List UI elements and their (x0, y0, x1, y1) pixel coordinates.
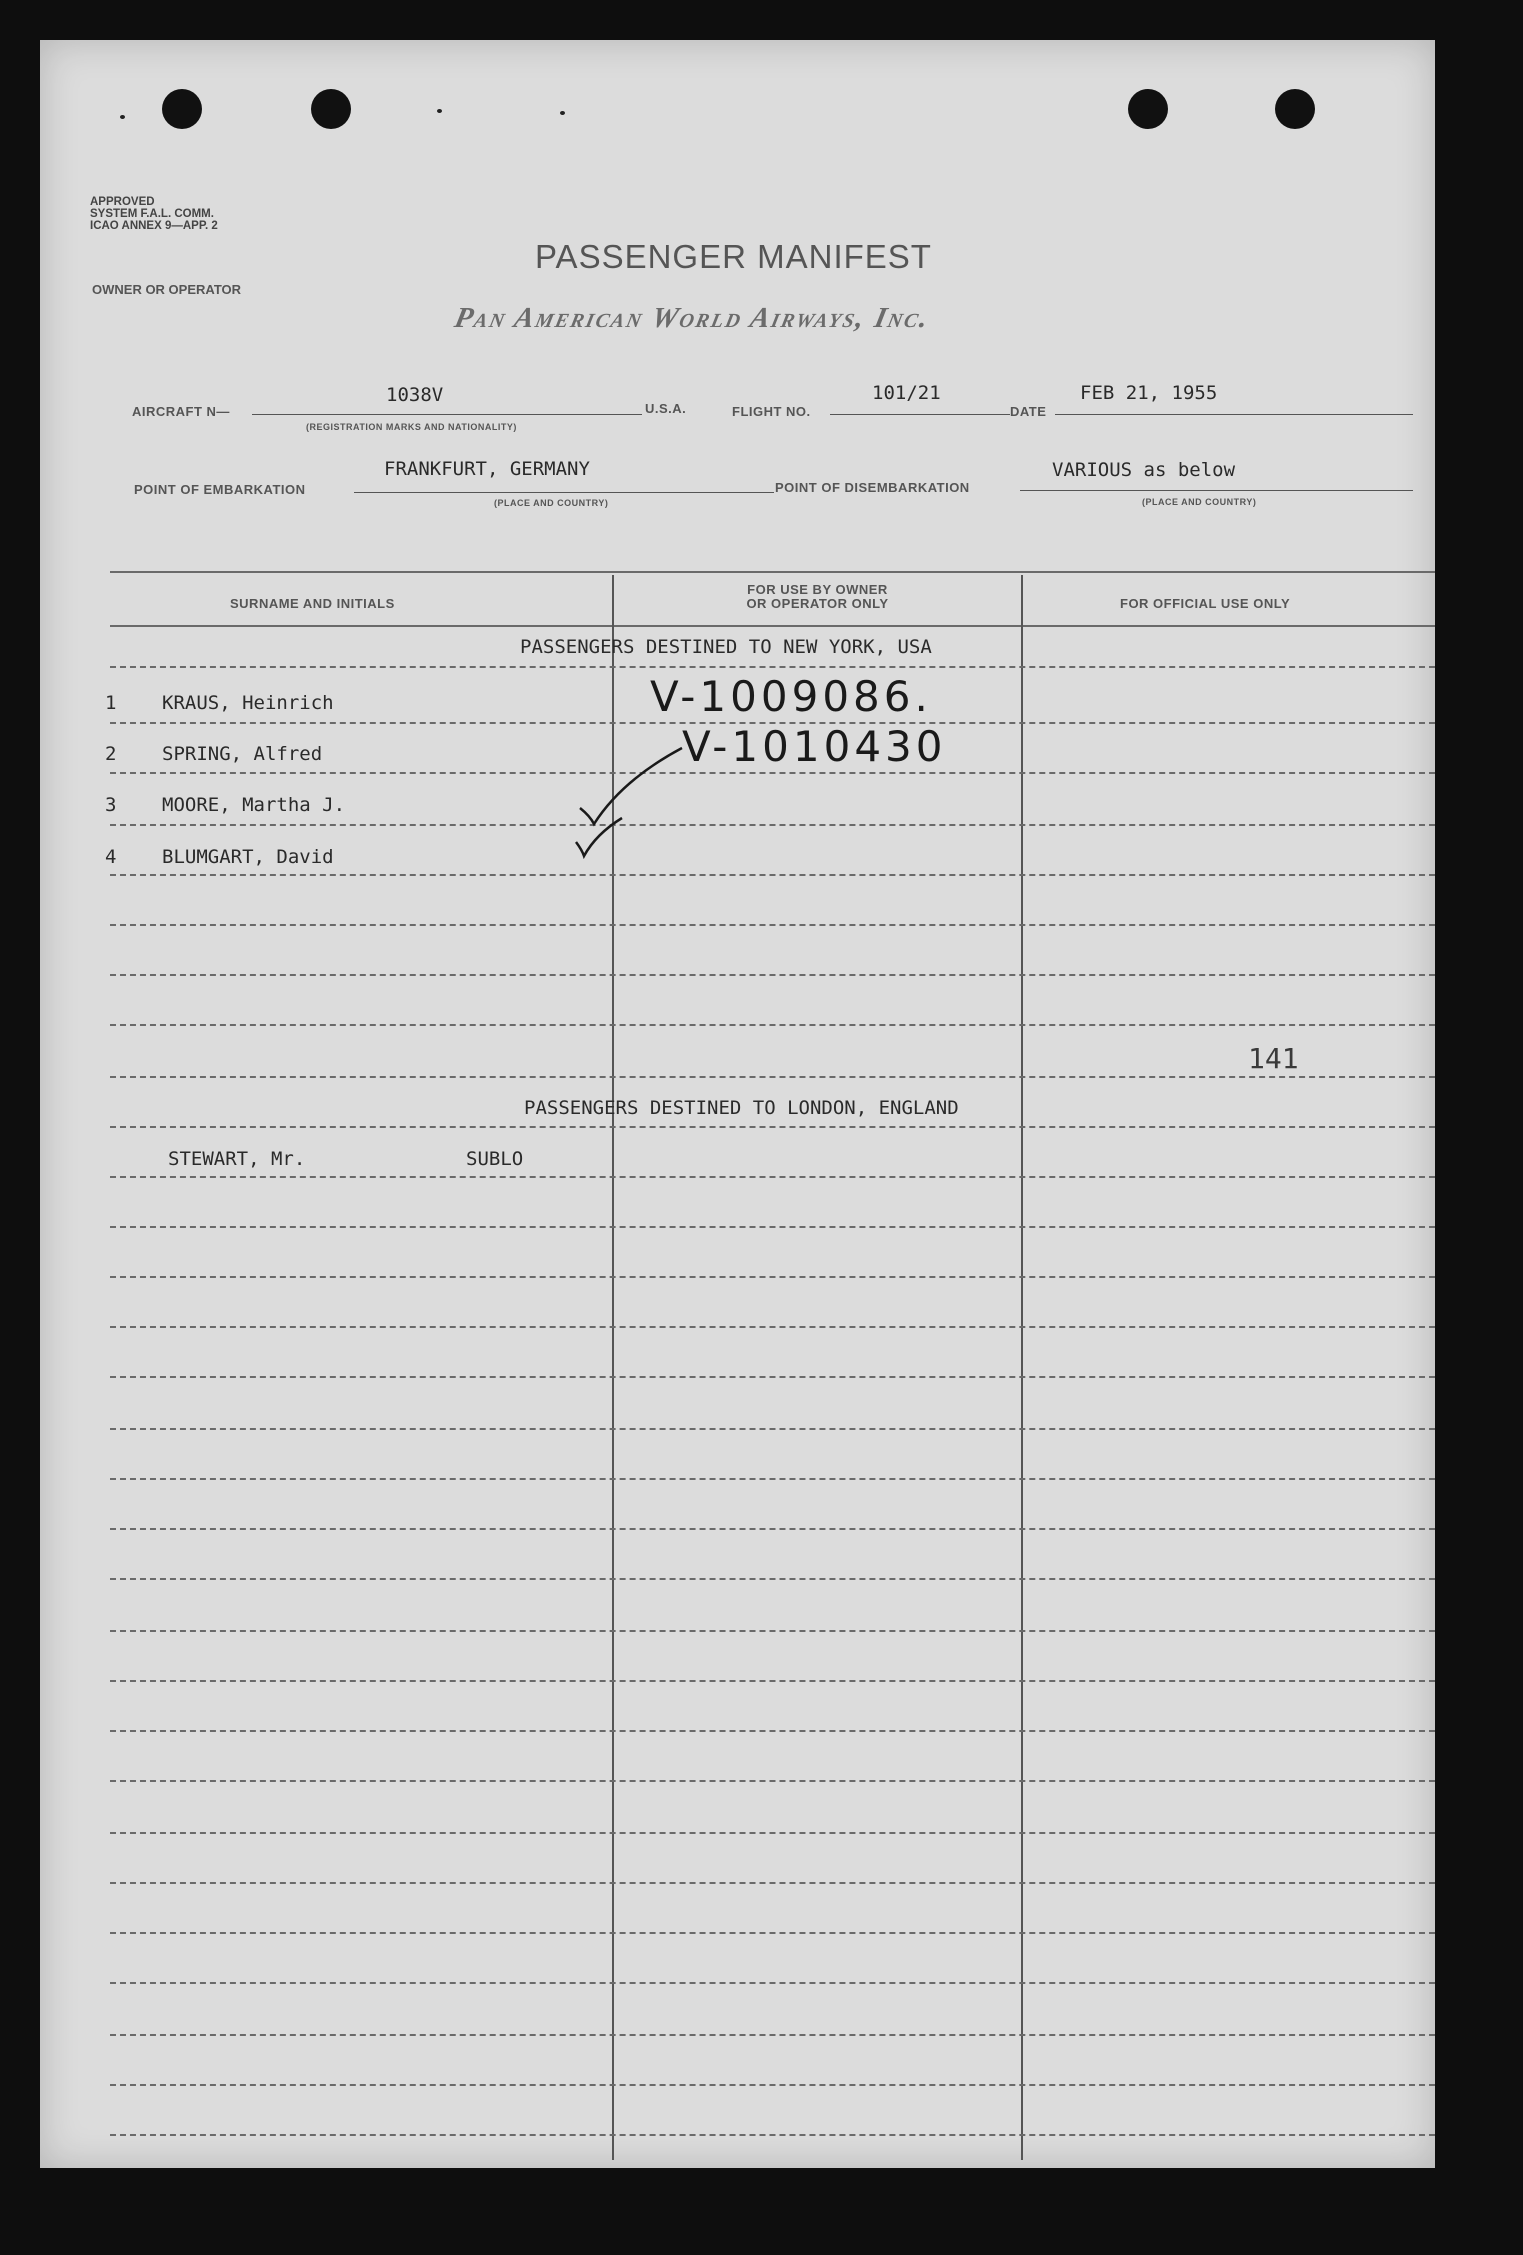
rule-line (110, 1578, 1435, 1580)
rule-line (110, 1478, 1435, 1480)
date-label: DATE (1010, 404, 1047, 419)
header-bottom-rule (110, 625, 1435, 627)
punch-hole (162, 89, 202, 129)
passenger-code: SUBLO (466, 1148, 524, 1170)
approval-note: APPROVED SYSTEM F.A.L. COMM. ICAO ANNEX 9—APP. 2 (90, 196, 218, 232)
passenger-name: SPRING, Alfred (162, 743, 323, 765)
rule-line (110, 824, 1435, 826)
rule-line (110, 1528, 1435, 1530)
check-mark-icon (572, 812, 632, 862)
usa-label: U.S.A. (645, 401, 687, 416)
date-value: FEB 21, 1955 (1080, 382, 1218, 404)
rule-line (110, 1680, 1435, 1682)
rule-line (110, 1226, 1435, 1228)
aircraft-underline (252, 414, 642, 415)
row-number: 1 (105, 692, 117, 714)
embarkation-label: POINT OF EMBARKATION (134, 482, 306, 497)
rule-line (110, 772, 1435, 774)
row-number: 3 (105, 794, 117, 816)
embarkation-sublabel: (PLACE AND COUNTRY) (494, 498, 609, 508)
rule-line (110, 2034, 1435, 2036)
official-number: 141 (1248, 1042, 1299, 1075)
passenger-name: MOORE, Martha J. (162, 794, 346, 816)
rule-line (110, 1630, 1435, 1632)
row-number: 4 (105, 846, 117, 868)
passenger-name: KRAUS, Heinrich (162, 692, 334, 714)
rule-line (110, 2134, 1435, 2136)
punch-hole (311, 89, 351, 129)
handwritten-visa-number: V-1010430 (682, 722, 947, 771)
punch-hole (1128, 89, 1168, 129)
flight-no-label: FLIGHT NO. (732, 404, 811, 419)
speck (120, 115, 125, 119)
rule-line (110, 1326, 1435, 1328)
punch-hole (1275, 89, 1315, 129)
rule-line (110, 974, 1435, 976)
form-title: PASSENGER MANIFEST (535, 238, 932, 275)
disembarkation-underline (1020, 490, 1413, 491)
rule-line (110, 1176, 1435, 1178)
aircraft-value: 1038V (386, 384, 444, 406)
rule-line (110, 1376, 1435, 1378)
passenger-name: BLUMGART, David (162, 846, 334, 868)
disembarkation-value: VARIOUS as below (1052, 459, 1236, 481)
rule-line (110, 1276, 1435, 1278)
rule-line (110, 666, 1435, 668)
aircraft-label: AIRCRAFT N— (132, 404, 230, 419)
flight-underline (830, 414, 1010, 415)
owner-label: OWNER OR OPERATOR (92, 282, 242, 297)
rule-line (110, 874, 1435, 876)
column-header-owner: FOR USE BY OWNER OR OPERATOR ONLY (746, 582, 889, 611)
disembarkation-sublabel: (PLACE AND COUNTRY) (1142, 497, 1257, 507)
passenger-name: STEWART, Mr. (168, 1148, 306, 1170)
rule-line (110, 1832, 1435, 1834)
rule-line (110, 924, 1435, 926)
rule-line (110, 1126, 1435, 1128)
row-number: 2 (105, 743, 117, 765)
embarkation-underline (354, 492, 774, 493)
column-header-surname: SURNAME AND INITIALS (230, 596, 395, 611)
section-heading-new-york: PASSENGERS DESTINED TO NEW YORK, USA (520, 636, 932, 658)
rule-line (110, 1932, 1435, 1934)
rule-line (110, 1882, 1435, 1884)
speck (437, 109, 442, 113)
disembarkation-label: POINT OF DISEMBARKATION (775, 480, 970, 495)
column-divider-2 (1021, 575, 1023, 2160)
rule-line (110, 1982, 1435, 1984)
speck (560, 111, 565, 115)
rule-line (110, 2084, 1435, 2086)
rule-line (110, 1076, 1435, 1078)
rule-line (110, 1780, 1435, 1782)
rule-line (110, 1428, 1435, 1430)
embarkation-value: FRANKFURT, GERMANY (384, 458, 590, 480)
date-underline (1055, 414, 1413, 415)
rule-line (110, 1730, 1435, 1732)
registration-sublabel: (REGISTRATION MARKS AND NATIONALITY) (306, 422, 517, 432)
section-heading-london: PASSENGERS DESTINED TO LONDON, ENGLAND (524, 1097, 959, 1119)
handwritten-visa-number: V-1009086. (650, 672, 932, 721)
table-top-rule (110, 571, 1435, 573)
column-header-official: FOR OFFICIAL USE ONLY (1120, 596, 1291, 611)
flight-no-value: 101/21 (872, 382, 941, 404)
airline-name: Pan American World Airways, Inc. (451, 302, 933, 334)
rule-line (110, 1024, 1435, 1026)
